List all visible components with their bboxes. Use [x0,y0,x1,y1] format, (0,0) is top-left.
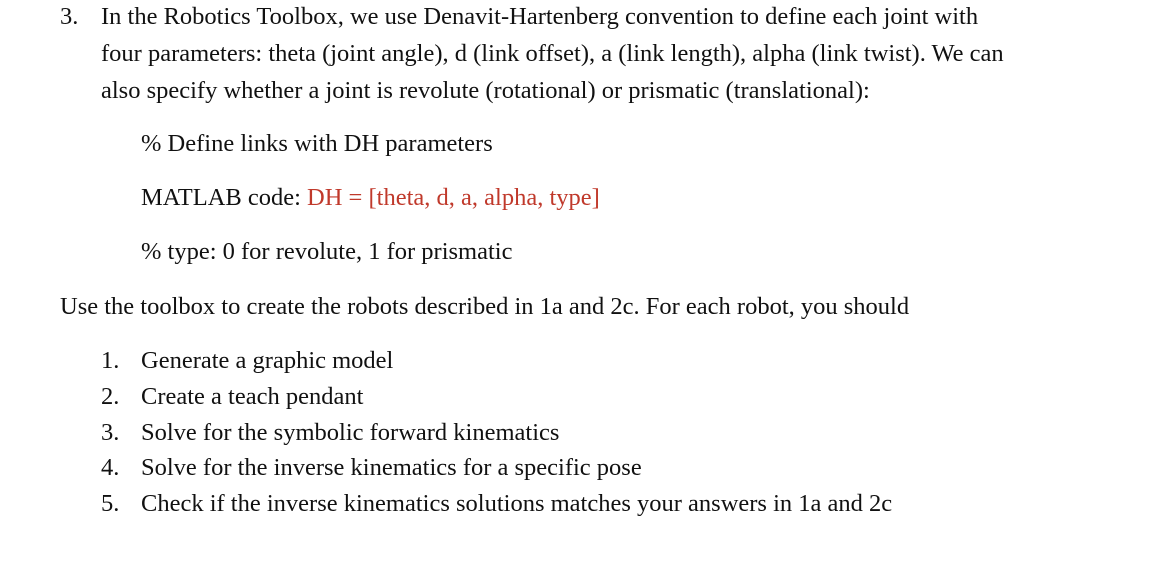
question-number: 3. [60,3,79,30]
matlab-code-line [141,184,600,212]
list-item: Solve for the inverse kinematics for a specific pose [141,454,642,481]
list-item-number: 5. [101,490,120,517]
code-comment-define: % Define links with DH parameters [141,130,493,157]
matlab-code-expression: DH = [theta, d, a, alpha, type] [307,184,600,211]
list-item-number: 2. [101,383,120,410]
list-item: Generate a graphic model [141,347,394,374]
list-item: Check if the inverse kinematics solutions matches your answers in 1a and 2c [141,490,893,517]
list-item: Create a teach pendant [141,383,364,410]
matlab-code-label: MATLAB code: [141,184,308,211]
list-item-number: 4. [101,454,120,481]
question-text-line: also specify whether a joint is revolute (rotational) or prismatic (translational): [101,77,870,104]
question-text-line: In the Robotics Toolbox, we use Denavit-Hartenberg convention to define each joint with [101,3,979,30]
code-comment-type: % type: 0 for revolute, 1 for prismatic [141,238,513,265]
question-text-line: four parameters: theta (joint angle), d (link offset), a (link length), alpha (link twist). We can [101,40,1004,67]
list-item-number: 3. [101,419,120,446]
list-item-number: 1. [101,347,120,374]
instruction-text: Use the toolbox to create the robots described in 1a and 2c. For each robot, you should [60,293,910,320]
list-item: Solve for the symbolic forward kinematics [141,419,560,446]
